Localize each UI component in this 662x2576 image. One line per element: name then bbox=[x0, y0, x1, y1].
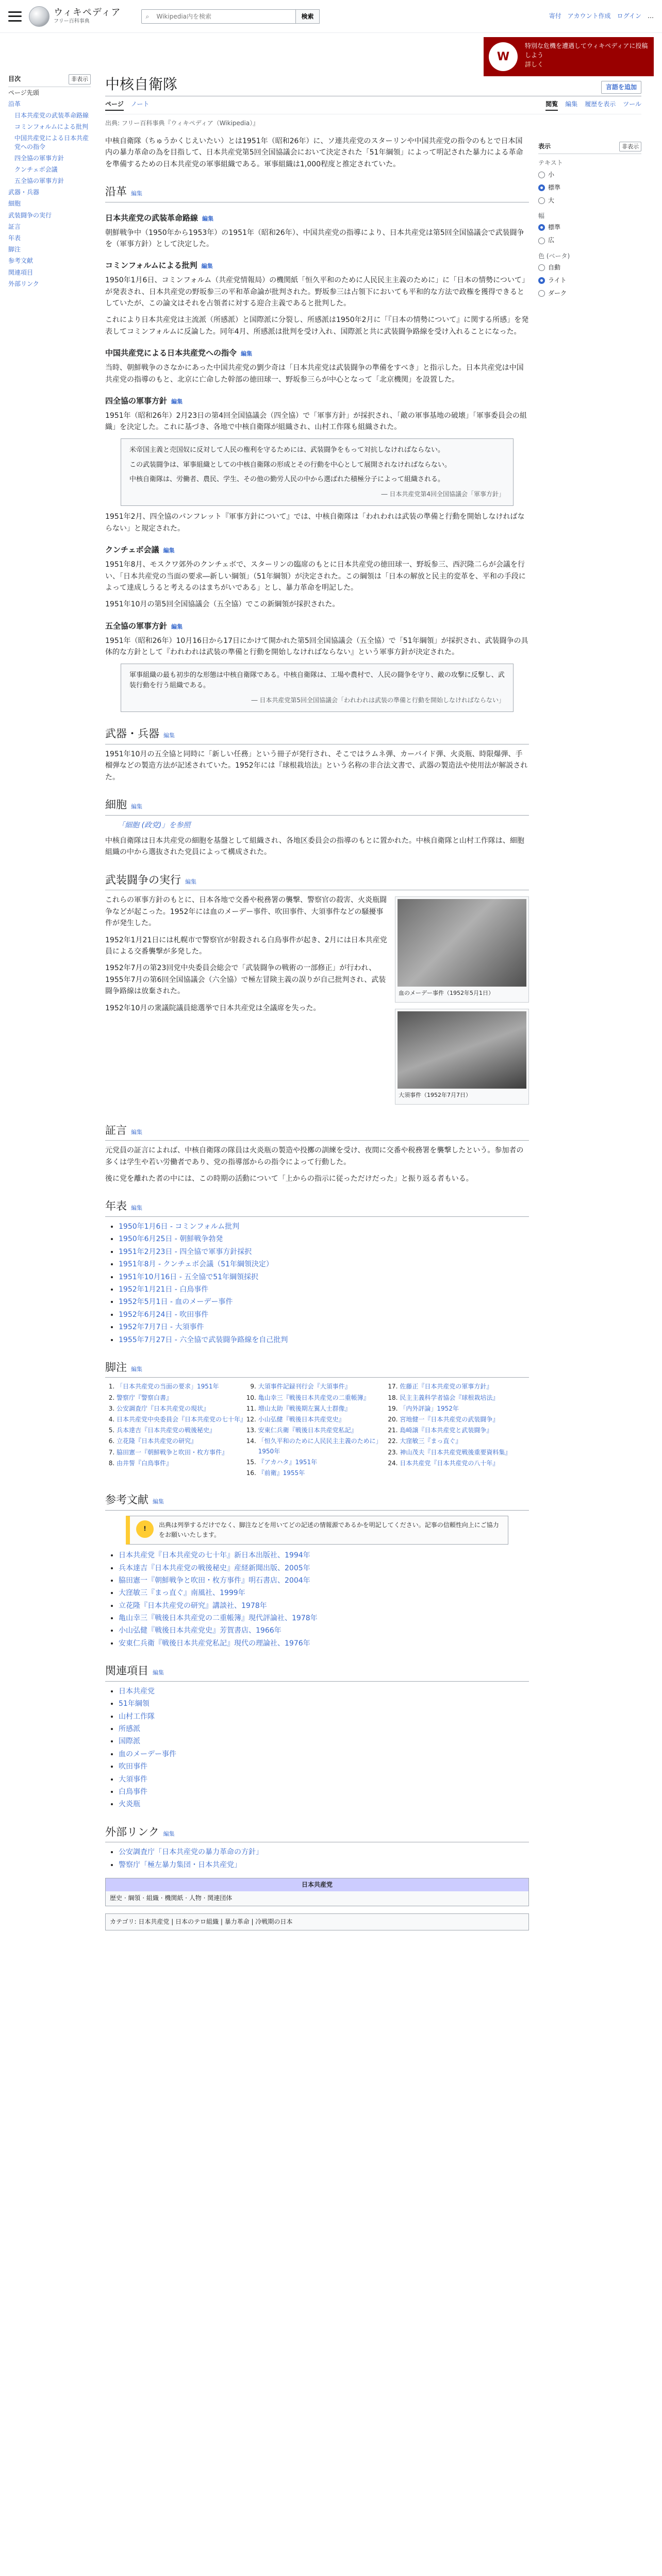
appearance-hide-button[interactable]: 非表示 bbox=[619, 142, 641, 152]
table-of-contents bbox=[8, 33, 91, 1938]
reference-item bbox=[258, 1436, 388, 1456]
subsection-heading: コミンフォルムによる批判 編集 bbox=[105, 261, 213, 270]
toc-item[interactable]: 細胞 bbox=[8, 200, 21, 208]
reference-item-link[interactable]: 警察庁『警察白書』 bbox=[117, 1394, 173, 1401]
edit-link[interactable]: 編集 bbox=[171, 623, 183, 630]
chronology-item-link[interactable]: 1950年1月6日 - コミンフォルム批判 bbox=[119, 1222, 240, 1231]
chronology-item-link[interactable]: 1952年6月24日 - 吹田事件 bbox=[119, 1310, 209, 1319]
chronology-item bbox=[119, 1334, 529, 1346]
hatnote-link[interactable]: 「細胞 (政党)」を参照 bbox=[118, 821, 191, 829]
paragraph: 1952年7月の第23回党中央委員会総会で「武装闘争の戦術の一部修正」が行われ、1955年7月の第6回全国協議会（六全協）で極左冒険主義の誤りが自己批判され、武装闘争路線は放棄された。 bbox=[105, 964, 386, 996]
article-body bbox=[105, 132, 529, 1938]
radio-icon bbox=[538, 290, 545, 297]
related-item bbox=[119, 1799, 529, 1810]
reference-item-link[interactable]: 佐藤正『日本共産党の軍事方針』 bbox=[400, 1383, 493, 1391]
reference-item-link[interactable]: 立花隆『日本共産党の研究』 bbox=[117, 1437, 197, 1445]
subsection-heading: 中国共産党による日本共産党への指令 編集 bbox=[105, 348, 253, 358]
quote-text: 中核自衛隊は、労働者、農民、学生、その他の勤労人民の中から選ばれた積極分子によって組織される。 bbox=[129, 476, 445, 484]
related-item-link[interactable]: 国際派 bbox=[119, 1737, 140, 1746]
related-item bbox=[119, 1761, 529, 1772]
bibliography-item-link[interactable]: 兵本達吉『日本共産党の戦後秘史』産経新聞出版、2005年 bbox=[119, 1564, 310, 1572]
donate-link[interactable]: 寄付 bbox=[549, 12, 561, 20]
chronology-item bbox=[119, 1272, 529, 1283]
width-wide[interactable]: 広 bbox=[538, 234, 641, 247]
edit-link[interactable]: 編集 bbox=[131, 190, 142, 197]
tab-talk[interactable]: ノート bbox=[130, 100, 150, 108]
toc-item[interactable]: 武装闘争の実行 bbox=[8, 211, 52, 219]
reference-item bbox=[400, 1459, 529, 1468]
text-size-small[interactable]: 小 bbox=[538, 168, 641, 181]
chronology-item-link[interactable]: 1952年5月1日 - 血のメーデー事件 bbox=[119, 1298, 233, 1307]
figure-caption: 大須事件（1952年7月7日） bbox=[399, 1092, 471, 1099]
blockquote bbox=[121, 438, 514, 506]
section-heading: 外部リンク 編集 bbox=[105, 1824, 529, 1843]
reference-item-link[interactable]: 島崎譲『日本共産党と武装闘争』 bbox=[400, 1427, 493, 1434]
related-item-link[interactable]: 日本共産党 bbox=[119, 1687, 155, 1696]
toc-header bbox=[8, 72, 91, 87]
color-label: 色 (ベータ) bbox=[538, 252, 570, 260]
external-link-item-link[interactable]: 公安調査庁「日本共産党の暴力革命の方針」 bbox=[119, 1848, 263, 1857]
edit-link[interactable]: 編集 bbox=[163, 547, 175, 554]
tagline: 出典: フリー百科事典『ウィキペディア（Wikipedia）』 bbox=[105, 119, 259, 127]
reference-item-link[interactable]: 兵本達吉『日本共産党の戦後秘史』 bbox=[117, 1427, 216, 1434]
reference-item-link[interactable]: 増山太助『戦後期左翼人士群像』 bbox=[258, 1404, 351, 1412]
edit-link[interactable]: 編集 bbox=[131, 1205, 142, 1212]
appearance-title: 表示 bbox=[538, 142, 551, 150]
paragraph: 1950年1月6日、コミンフォルム（共産党情報局）の機関紙「恒久平和のために人民民主主義のために」に「日本の情勢について」が発表され、日本共産党の野坂参三の平和革命論が批判された。野坂参三は占領下においても平和的な方法で政権を獲得できるとしていたが、この論文はそれを占領者に対する迎合主義であると批判した。 bbox=[105, 276, 529, 308]
related-item-link[interactable]: 吹田事件 bbox=[119, 1762, 147, 1771]
section-heading: 証言 編集 bbox=[105, 1122, 529, 1141]
navbox bbox=[105, 1878, 529, 1906]
bibliography-item bbox=[119, 1638, 529, 1649]
external-links-list bbox=[119, 1846, 529, 1871]
navbox-body[interactable]: 歴史 · 綱領 · 組織 · 機関紙 · 人物 · 関連団体 bbox=[106, 1891, 528, 1905]
toc-item[interactable]: 外部リンク bbox=[8, 280, 39, 287]
reference-item bbox=[117, 1436, 246, 1446]
reference-item-link[interactable]: 小山弘健『戦後日本共産党史』 bbox=[258, 1416, 345, 1423]
bibliography-item-link[interactable]: 小山弘健『戦後日本共産党史』芳賀書店、1966年 bbox=[119, 1626, 282, 1635]
subsection-heading: 日本共産党の武装革命路線 編集 bbox=[105, 213, 214, 223]
paragraph: 1951年2月、四全協のパンフレット『軍事方針について』では、中核自衛隊は「われわれは武装の準備と行動を開始しなければならない」と規定された。 bbox=[105, 513, 525, 533]
figure bbox=[395, 1009, 529, 1105]
chronology-item bbox=[119, 1321, 529, 1333]
reference-item bbox=[117, 1426, 246, 1435]
radio-icon bbox=[538, 172, 545, 178]
related-list bbox=[119, 1686, 529, 1810]
radio-icon bbox=[538, 264, 545, 271]
quote-source: ― 日本共産党第5回全国協議会「われわれは武装の準備と行動を開始しなければならない」 bbox=[251, 697, 505, 704]
reference-item-link[interactable]: 公安調査庁『日本共産党の現状』 bbox=[117, 1404, 210, 1412]
bibliography-item bbox=[119, 1575, 529, 1586]
reference-item-link[interactable]: 由井誓『白鳥事件』 bbox=[117, 1459, 173, 1467]
toc-item[interactable]: 年表 bbox=[8, 234, 21, 242]
chronology-item-link[interactable]: 1951年10月16日 - 五全協で51年綱領採択 bbox=[119, 1273, 259, 1281]
bibliography-item-link[interactable]: 脇田憲一『朝鮮戦争と吹田・枚方事件』明石書店、2004年 bbox=[119, 1576, 310, 1585]
toc-item[interactable]: 中国共産党による日本共産党への指令 bbox=[14, 134, 89, 150]
edit-link[interactable]: 編集 bbox=[153, 1669, 164, 1676]
site-name: ウィキペディア bbox=[54, 7, 121, 19]
reference-item bbox=[400, 1436, 529, 1446]
site-logo[interactable] bbox=[29, 6, 121, 27]
reference-item-link[interactable]: 「内外評論」1952年 bbox=[400, 1404, 459, 1412]
reference-item-link[interactable]: 「日本共産党の当面の要求」1951年 bbox=[117, 1383, 219, 1391]
toc-item[interactable]: コミンフォルムによる批判 bbox=[14, 123, 88, 131]
toc-item[interactable]: クンチェボ会議 bbox=[14, 165, 58, 173]
reference-item bbox=[117, 1459, 246, 1468]
paragraph: これらの軍事方針のもとに、日本各地で交番や税務署の襲撃、警察官の殺害、火炎瓶闘争などが起こった。1952年には血のメーデー事件、吹田事件、大須事件などの騒擾事件が発生した。 bbox=[105, 896, 387, 928]
tab-edit[interactable]: 編集 bbox=[565, 100, 578, 108]
related-item bbox=[119, 1723, 529, 1735]
edit-link[interactable]: 編集 bbox=[241, 350, 253, 358]
chronology-item bbox=[119, 1233, 529, 1245]
chronology-item-link[interactable]: 1952年1月21日 - 白鳥事件 bbox=[119, 1285, 209, 1294]
reference-item-link[interactable]: 神山茂夫『日本共産党戦後重要資料集』 bbox=[400, 1448, 511, 1456]
fundraising-banner[interactable] bbox=[484, 37, 654, 76]
references-list bbox=[117, 1382, 529, 1478]
reference-item bbox=[400, 1448, 529, 1458]
bibliography-item bbox=[119, 1550, 529, 1561]
photo-mayday[interactable] bbox=[398, 899, 526, 987]
reference-item-link[interactable]: 『前衛』1955年 bbox=[258, 1469, 305, 1477]
bibliography-list bbox=[119, 1550, 529, 1649]
search-button[interactable]: 検索 bbox=[296, 9, 319, 24]
paragraph: 1952年1月21日には札幌市で警察官が射殺される白鳥事件が起き、2月には日本共産党員による交番襲撃が多発した。 bbox=[105, 936, 387, 956]
section-heading: 沿革 編集 bbox=[105, 183, 529, 202]
reference-item bbox=[400, 1404, 529, 1414]
chronology-item-link[interactable]: 1951年2月23日 - 四全協で軍事方針採択 bbox=[119, 1247, 252, 1256]
hatnote bbox=[105, 820, 529, 831]
paragraph: 朝鮮戦争中（1950年から1953年）の1951年（昭和26年）、中国共産党の指導により、日本共産党は第5回全国協議会で武装闘争を（軍事方針）として決定した。 bbox=[105, 228, 524, 248]
quote-text: 軍事組織の最も初歩的な形態は中核自衛隊である。中核自衛隊は、工場や農村で、人民の闘争を守り、敵の攻撃に反撃し、武装行動を行う組織である。 bbox=[129, 671, 505, 690]
bibliography-item bbox=[119, 1563, 529, 1574]
blockquote bbox=[121, 664, 514, 713]
reference-item-link[interactable]: 『アカハタ』1951年 bbox=[258, 1458, 318, 1466]
external-link-item bbox=[119, 1846, 529, 1858]
reference-item bbox=[258, 1426, 388, 1435]
related-item-link[interactable]: 山村工作隊 bbox=[119, 1712, 155, 1721]
reference-item-link[interactable]: 大窪敏三『まっ直ぐ』 bbox=[400, 1437, 462, 1445]
create-account-link[interactable]: アカウント作成 bbox=[567, 12, 611, 20]
reference-item bbox=[400, 1426, 529, 1435]
reference-item bbox=[400, 1393, 529, 1403]
width-label: 幅 bbox=[538, 212, 545, 220]
color-dark[interactable]: ダーク bbox=[538, 287, 641, 300]
chronology-list bbox=[119, 1221, 529, 1346]
chronology-item bbox=[119, 1221, 529, 1232]
subsection-heading: クンチェボ会議 編集 bbox=[105, 545, 175, 555]
chronology-item bbox=[119, 1309, 529, 1320]
site-header bbox=[0, 0, 662, 33]
bibliography-item bbox=[119, 1625, 529, 1636]
toc-item[interactable]: 参考文献 bbox=[8, 257, 34, 265]
edit-link[interactable]: 編集 bbox=[153, 1498, 164, 1505]
external-link-item bbox=[119, 1859, 529, 1871]
radio-selected-icon bbox=[538, 184, 545, 191]
toc-item[interactable]: 四全協の軍事方針 bbox=[14, 154, 64, 162]
reference-item-link[interactable]: 亀山幸三『戦後日本共産党の二重帳簿』 bbox=[258, 1394, 370, 1401]
color-auto[interactable]: 自動 bbox=[538, 261, 641, 274]
reference-item-link[interactable]: 日本共産党『日本共産党の八十年』 bbox=[400, 1459, 499, 1467]
paragraph: 1951年10月の五全協と同時に「新しい任務」という冊子が発行され、そこではラムネ弾、カーバイド弾、火炎瓶、時限爆弾、手榴弾などの製造方法が記述されていた。1952年には『球根栽培法』という名称の非合法文書で、武器の製造法や使用法が解説された。 bbox=[105, 750, 528, 782]
page-tabs bbox=[105, 96, 641, 114]
edit-link[interactable]: 編集 bbox=[202, 215, 214, 222]
toc-item[interactable]: 沿革 bbox=[8, 100, 21, 108]
edit-link[interactable]: 編集 bbox=[163, 732, 175, 739]
quote-text: 米帝国主義と売国奴に反対して人民の権利を守るためには、武装闘争をもって対抗しなければならない。 bbox=[129, 446, 445, 454]
reference-item-link[interactable]: 大須事件記録刊行会『大須事件』 bbox=[258, 1383, 351, 1391]
toc-item[interactable]: 日本共産党の武装革命路線 bbox=[14, 111, 89, 119]
toc-item[interactable]: 関連項目 bbox=[8, 268, 34, 276]
chronology-item bbox=[119, 1259, 529, 1270]
site-subtitle: フリー百科事典 bbox=[54, 19, 90, 25]
related-item-link[interactable]: 白鳥事件 bbox=[119, 1787, 147, 1796]
chronology-item-link[interactable]: 1955年7月27日 - 六全協で武装闘争路線を自己批判 bbox=[119, 1335, 288, 1344]
edit-link[interactable]: 編集 bbox=[131, 1365, 142, 1372]
reference-item bbox=[117, 1382, 246, 1392]
reference-item bbox=[258, 1458, 388, 1467]
reference-item-link[interactable]: 安東仁兵衛『戦後日本共産党私記』 bbox=[258, 1427, 357, 1434]
chronology-item-link[interactable]: 1950年6月25日 - 朝鮮戦争勃発 bbox=[119, 1235, 223, 1244]
section-heading: 武器・兵器 編集 bbox=[105, 725, 529, 744]
paragraph: 1952年10月の衆議院議員総選挙で日本共産党は全議席を失った。 bbox=[105, 1004, 321, 1012]
tab-read[interactable]: 閲覧 bbox=[545, 99, 558, 110]
reference-item bbox=[117, 1393, 246, 1403]
related-item bbox=[119, 1749, 529, 1760]
chronology-item bbox=[119, 1284, 529, 1295]
language-button[interactable]: 言語を追加 bbox=[601, 81, 641, 94]
quote-source: ― 日本共産党第4回全国協議会「軍事方針」 bbox=[381, 490, 505, 498]
chronology-item bbox=[119, 1246, 529, 1258]
radio-icon bbox=[538, 197, 545, 204]
paragraph: 後に党を離れた者の中には、この時期の活動について「上からの指示に従っただけだった」と振り返る者もいる。 bbox=[105, 1175, 473, 1183]
section-heading: 参考文献 編集 bbox=[105, 1492, 529, 1511]
bibliography-item-link[interactable]: 大窪敏三『まっ直ぐ』南風社、1999年 bbox=[119, 1589, 245, 1598]
reference-item-link[interactable]: 日本共産党中央委員会『日本共産党の七十年』 bbox=[117, 1416, 247, 1423]
chronology-item bbox=[119, 1296, 529, 1308]
bibliography-item bbox=[119, 1587, 529, 1599]
tab-page[interactable]: ページ bbox=[105, 99, 124, 110]
wikipedia-globe-icon bbox=[29, 6, 49, 27]
color-light[interactable]: ライト bbox=[538, 274, 641, 287]
page-title: 中核自衛隊 bbox=[105, 76, 178, 93]
appearance-header bbox=[538, 140, 641, 155]
toc-item[interactable]: 脚注 bbox=[8, 246, 21, 253]
paragraph: 1951年10月の第5回全国協議会（五全協）でこの新綱領が採択された。 bbox=[105, 600, 340, 609]
reference-item-link[interactable]: 宮地健一『日本共産党の武装闘争』 bbox=[400, 1416, 499, 1423]
edit-link[interactable]: 編集 bbox=[171, 398, 183, 405]
navbox-title[interactable]: 日本共産党 bbox=[106, 1878, 528, 1891]
tab-history[interactable]: 履歴を表示 bbox=[585, 100, 616, 108]
bibliography-item-link[interactable]: 安東仁兵衛『戦後日本共産党私記』現代の理論社、1976年 bbox=[119, 1639, 310, 1648]
section-heading: 年表 編集 bbox=[105, 1198, 529, 1217]
more-options-icon[interactable]: … bbox=[648, 12, 654, 20]
paragraph: 中核自衛隊は日本共産党の細胞を基盤として組織され、各地区委員会の指導のもとに置かれた。中核自衛隊と山村工作隊は、細胞組織の中から選抜された党員によって構成された。 bbox=[105, 837, 524, 857]
banner-text: 特別な危機を遭遇してウィキペディアに投稿しよう bbox=[525, 42, 648, 59]
related-item bbox=[119, 1786, 529, 1798]
toc-item[interactable]: 証言 bbox=[8, 223, 21, 230]
width-standard[interactable]: 標準 bbox=[538, 221, 641, 234]
reference-item bbox=[117, 1448, 246, 1458]
appearance-panel bbox=[538, 132, 641, 1938]
related-item bbox=[119, 1711, 529, 1722]
reference-item bbox=[258, 1393, 388, 1403]
radio-icon bbox=[538, 238, 545, 244]
reference-item-link[interactable]: 脇田憲一『朝鮮戦争と吹田・枚方事件』 bbox=[117, 1448, 228, 1456]
section-heading: 脚注 編集 bbox=[105, 1359, 529, 1378]
quote-text: この武装闘争は、軍事組織としての中核自衛隊の形成とその行動を中心として展開されなければならない。 bbox=[129, 461, 452, 469]
reference-item-link[interactable]: 民主主義科学者協会『球根栽培法』 bbox=[400, 1394, 499, 1401]
figure-caption: 血のメーデー事件（1952年5月1日） bbox=[399, 990, 494, 997]
toc-item[interactable]: ページ先頭 bbox=[8, 89, 39, 96]
related-item-link[interactable]: 所感派 bbox=[119, 1725, 140, 1734]
reference-item bbox=[117, 1404, 246, 1414]
wikipedia-w-icon: W bbox=[489, 42, 518, 71]
banner-link[interactable]: 詳しく bbox=[525, 61, 544, 68]
text-size-large[interactable]: 大 bbox=[538, 194, 641, 207]
paragraph: 1951年8月、モスクワ郊外のクンチェボで、スターリンの臨席のもとに日本共産党の徳田球一、野坂参三、西沢隆二らが会議を行い、「日本共産党の当面の要求―新しい綱領」（51年綱領）が決定された。この綱領は「日本の解放と民主的変革を、平和の手段によって達成しうると考えるのはまちがいである」とし、暴力革命を明記した。 bbox=[105, 561, 526, 592]
paragraph: 当時、朝鮮戦争のさなかにあった中国共産党の劉少奇は「日本共産党は武装闘争の準備をすべき」と指示した。日本共産党は中国共産党の指導のもと、北京に亡命した幹部の徳田球一、野坂参三らが中心となって「北京機関」を設置した。 bbox=[105, 364, 524, 384]
section-heading: 武装闘争の実行 編集 bbox=[105, 872, 529, 891]
paragraph: 1951年（昭和26年）10月16日から17日にかけて開かれた第5回全国協議会（五全協）で「51年綱領」が採択され、武装闘争の具体的な方針として『われわれは武装の準備と行動を開始しなければならない』という軍事方針が決定された。 bbox=[105, 636, 528, 657]
edit-link[interactable]: 編集 bbox=[163, 1830, 175, 1837]
text-size-label: テキスト bbox=[538, 159, 563, 167]
edit-link[interactable]: 編集 bbox=[131, 1128, 142, 1136]
maintenance-notice bbox=[126, 1516, 508, 1545]
bibliography-item-link[interactable]: 立花隆『日本共産党の研究』講談社、1978年 bbox=[119, 1601, 267, 1610]
subsection-heading: 五全協の軍事方針 編集 bbox=[105, 621, 183, 631]
toc-title: 目次 bbox=[8, 75, 21, 82]
section-heading: 関連項目 編集 bbox=[105, 1663, 529, 1682]
category-links[interactable]: カテゴリ: 日本共産党 | 日本のテロ組織 | 暴力革命 | 冷戦期の日本 bbox=[105, 1913, 529, 1930]
toc-hide-button[interactable]: 非表示 bbox=[69, 74, 91, 84]
related-item bbox=[119, 1686, 529, 1697]
search-form bbox=[141, 9, 319, 24]
toc-item[interactable]: 武器・兵器 bbox=[8, 189, 40, 196]
related-item bbox=[119, 1698, 529, 1709]
radio-selected-icon bbox=[538, 277, 545, 284]
radio-selected-icon bbox=[538, 224, 545, 231]
bibliography-item-link[interactable]: 亀山幸三『戦後日本共産党の二重帳簿』現代評論社、1978年 bbox=[119, 1614, 318, 1623]
reference-item bbox=[258, 1404, 388, 1414]
login-link[interactable]: ログイン bbox=[617, 12, 641, 20]
search-input[interactable] bbox=[141, 9, 296, 24]
paragraph: これにより日本共産党は主流派（所感派）と国際派に分裂し、所感派は1950年2月に「『日本の情勢について』に関する所感」を発表してコミンフォルムに反論した。同年4月、所感派は批判を受け入れ、国際派と共に武装闘争路線を受け入れることになった。 bbox=[105, 316, 529, 336]
main-content bbox=[91, 33, 654, 1938]
paragraph: 1951年（昭和26年）2月23日の第4回全国協議会（四全協）で「軍事方針」が採択され、「敵の軍事基地の破壊」「軍事委員会の組織」を決定した。これに基づき、各地で中核自衛隊が組織され、山村工作隊も組織された。 bbox=[105, 412, 527, 432]
bibliography-item-link[interactable]: 日本共産党『日本共産党の七十年』新日本出版社、1994年 bbox=[119, 1551, 310, 1560]
reference-item-link[interactable]: 「恒久平和のために人民民主主義のために」1950年 bbox=[258, 1437, 382, 1455]
edit-link[interactable]: 編集 bbox=[201, 263, 213, 270]
notice-text: 出典は列挙するだけでなく、脚注などを用いてどの記述の情報源であるかを明記してください。記事の信頼性向上にご協力をお願いいたします。 bbox=[159, 1521, 499, 1538]
bibliography-item bbox=[119, 1600, 529, 1612]
tab-tools[interactable]: ツール bbox=[623, 100, 641, 108]
subsection-heading: 四全協の軍事方針 編集 bbox=[105, 396, 183, 406]
chronology-item-link[interactable]: 1951年8月 - クンチェボ会議（51年綱領決定） bbox=[119, 1260, 273, 1269]
toc-item[interactable]: 五全協の軍事方針 bbox=[14, 177, 64, 185]
related-item bbox=[119, 1774, 529, 1785]
related-item-link[interactable]: 火炎瓶 bbox=[119, 1800, 140, 1809]
lead-paragraph: 中核自衛隊（ちゅうかくじえいたい）とは1951年（昭和26年）に、ソ連共産党のスターリンや中国共産党の指令のもとで日本国内の暴力革命の為を目指して、日本共産党第5回全国協議会において決定された「51年綱領」によって明記された暴力による革命を準備するための日本共産党の軍事組織である。軍事組織は1,000程度と推定されていた。 bbox=[105, 137, 523, 168]
reference-item bbox=[400, 1415, 529, 1425]
reference-item bbox=[117, 1415, 246, 1425]
section-heading: 細胞 編集 bbox=[105, 796, 529, 816]
chronology-item-link[interactable]: 1952年7月7日 - 大須事件 bbox=[119, 1323, 204, 1332]
edit-link[interactable]: 編集 bbox=[131, 803, 142, 810]
photo-osu[interactable] bbox=[398, 1011, 526, 1089]
bibliography-item bbox=[119, 1613, 529, 1624]
related-item-link[interactable]: 血のメーデー事件 bbox=[119, 1750, 176, 1758]
search-icon: ⌕ bbox=[145, 12, 150, 20]
edit-link[interactable]: 編集 bbox=[185, 878, 196, 885]
reference-item bbox=[258, 1468, 388, 1478]
related-item-link[interactable]: 大須事件 bbox=[119, 1775, 147, 1784]
user-links bbox=[549, 11, 654, 21]
external-link-item-link[interactable]: 警察庁「極左暴力集団・日本共産党」 bbox=[119, 1860, 241, 1869]
paragraph: 元党員の証言によれば、中核自衛隊の隊員は火炎瓶の製造や投擲の訓練を受け、夜間に交番や税務署を襲撃したという。参加者の多くは学生や若い労働者であり、党の指導部からの指令によって行動した。 bbox=[105, 1146, 524, 1166]
warning-icon: ! bbox=[136, 1520, 154, 1538]
reference-item bbox=[258, 1415, 388, 1425]
figure bbox=[395, 896, 529, 1003]
reference-item bbox=[400, 1382, 529, 1392]
main-menu-button[interactable] bbox=[8, 11, 22, 22]
related-item-link[interactable]: 51年綱領 bbox=[119, 1700, 150, 1708]
related-item bbox=[119, 1736, 529, 1747]
text-size-standard[interactable]: 標準 bbox=[538, 181, 641, 194]
reference-item bbox=[258, 1382, 388, 1392]
